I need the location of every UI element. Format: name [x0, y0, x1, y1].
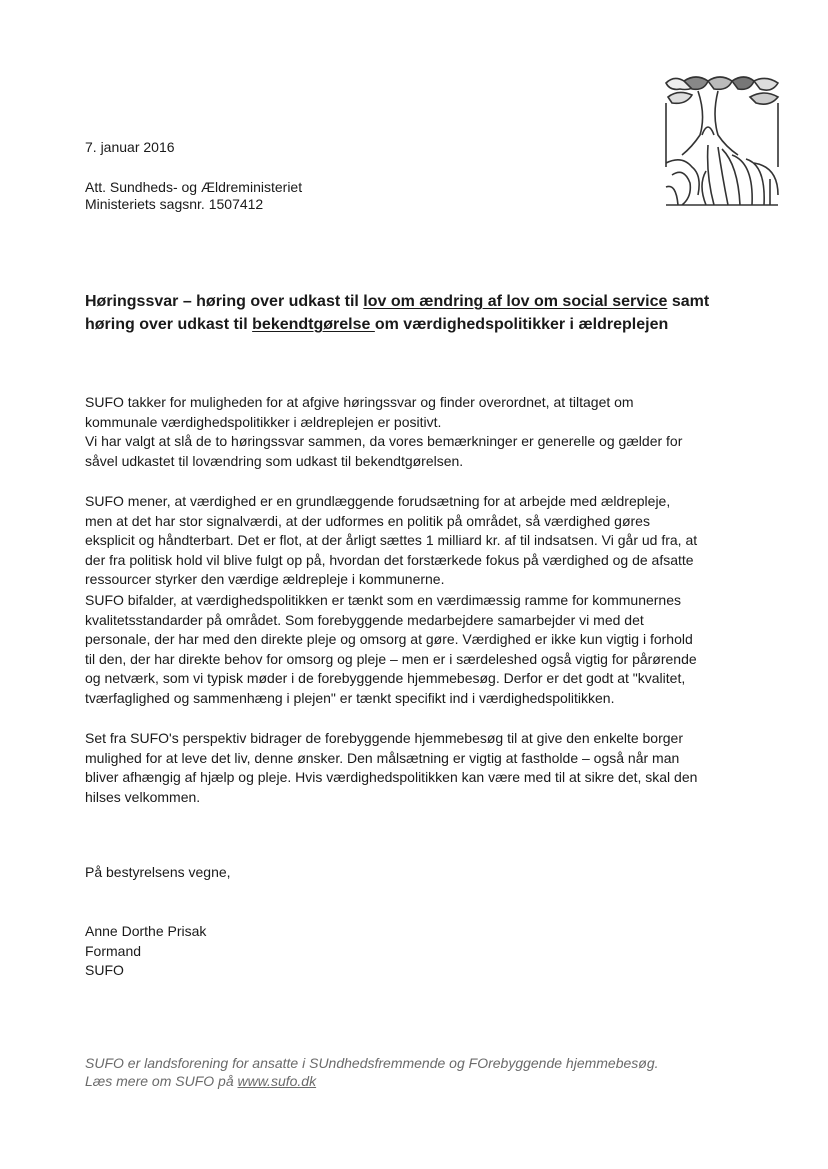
footer	[85, 1054, 659, 1090]
text-line: eksplicit og håndterbart. Det er flot, at der årligt sættes 1 milliard kr. af til indsatsen. Vi går ud fra, at	[85, 532, 698, 549]
heading-line-2	[85, 313, 668, 336]
letter-date: 7. januar 2016	[85, 139, 175, 155]
text-line: kommunale værdighedspolitikker i ældreplejen er positivt.	[85, 413, 442, 430]
footer-description: SUFO er landsforening for ansatte i SUndhedsfremmende og FOrebyggende hjemmebesøg.	[85, 1055, 659, 1071]
text-line: bliver afhængig af hjælp og pleje. Hvis værdighedspolitikken kan være med til at sikre det, skal den	[85, 769, 698, 786]
text-line: mulighed for at leve det liv, denne ønsker. Den målsætning er vigtig at fastholde – også når man	[85, 749, 680, 766]
text-line: ressourcer styrker den værdige ældrepleje i kommunerne.	[85, 571, 445, 588]
signer-title: Formand	[85, 942, 142, 959]
text-line: og netværk, som vi typisk møder i de forebyggende hjemmebesøg. Derfor er det godt at "kvalitet,	[85, 670, 686, 687]
footer-link-line	[85, 1072, 659, 1090]
text-line: der fra politisk hold vil blive fulgt op på, hvordan det forstærkede fokus på værdighed og de afsatte	[85, 551, 694, 568]
text-line: SUFO bifalder, at værdighedspolitikken er tænkt som en værdimæssig ramme for kommunernes	[85, 592, 681, 608]
heading-text: om værdighedspolitikker i ældreplejen	[374, 316, 669, 333]
heading-law-reference: lov om ændring af lov om social service	[363, 293, 668, 310]
heading-text: Høringssvar – høring over udkast til	[85, 293, 364, 310]
heading-line-1	[85, 290, 709, 313]
text-line: tværfaglighed og sammenhæng i plejen" er tænkt specifikt ind i værdighedspolitikken.	[85, 689, 615, 706]
paragraph-4	[85, 729, 697, 807]
recipient-line: Att. Sundheds- og Ældreministeriet	[85, 179, 303, 195]
paragraph-3	[85, 591, 697, 709]
case-number: Ministeriets sagsnr. 1507412	[85, 196, 264, 212]
signature-block	[85, 922, 206, 981]
text-line: SUFO mener, at værdighed er en grundlæggende forudsætning for at arbejde med ældrepleje,	[85, 493, 671, 509]
text-line: kvalitetsstandarder på området. Som forebyggende medarbejdere samarbejder vi med det	[85, 611, 644, 628]
sufo-logo	[662, 75, 782, 207]
text-line: til den, der har direkte behov for omsorg og pleje – men er i særdeleshed også vigtig for pårørende	[85, 650, 697, 667]
signer-name: Anne Dorthe Prisak	[85, 923, 207, 939]
text-line: hilses velkommen.	[85, 788, 201, 805]
paragraph-1	[85, 393, 682, 471]
text-line: men at det har stor signalværdi, at der udformes en politik på området, så værdighed gøres	[85, 512, 650, 529]
footer-text: Læs mere om SUFO på	[85, 1073, 238, 1089]
text-line: personale, der har med den direkte pleje og omsorg at gøre. Værdighed er ikke kun vigtig i forhold	[85, 631, 693, 648]
heading-text: høring over udkast til	[85, 316, 253, 333]
text-line: Vi har valgt at slå de to høringssvar sammen, da vores bemærkninger er generelle og gælder for	[85, 433, 683, 450]
signer-organisation: SUFO	[85, 962, 124, 979]
text-line: såvel udkastet til lovændring som udkast til bekendtgørelsen.	[85, 452, 464, 469]
closing-line: På bestyrelsens vegne,	[85, 864, 231, 880]
text-line: SUFO takker for muligheden for at afgive høringssvar og finder overordnet, at tiltaget om	[85, 394, 634, 410]
text-line: Set fra SUFO's perspektiv bidrager de forebyggende hjemmebesøg til at give den enkelte borger	[85, 730, 683, 746]
heading-text: samt	[667, 293, 710, 310]
paragraph-2	[85, 492, 697, 590]
website-link[interactable]: www.sufo.dk	[237, 1073, 317, 1089]
heading-order-reference: bekendtgørelse	[252, 316, 375, 333]
